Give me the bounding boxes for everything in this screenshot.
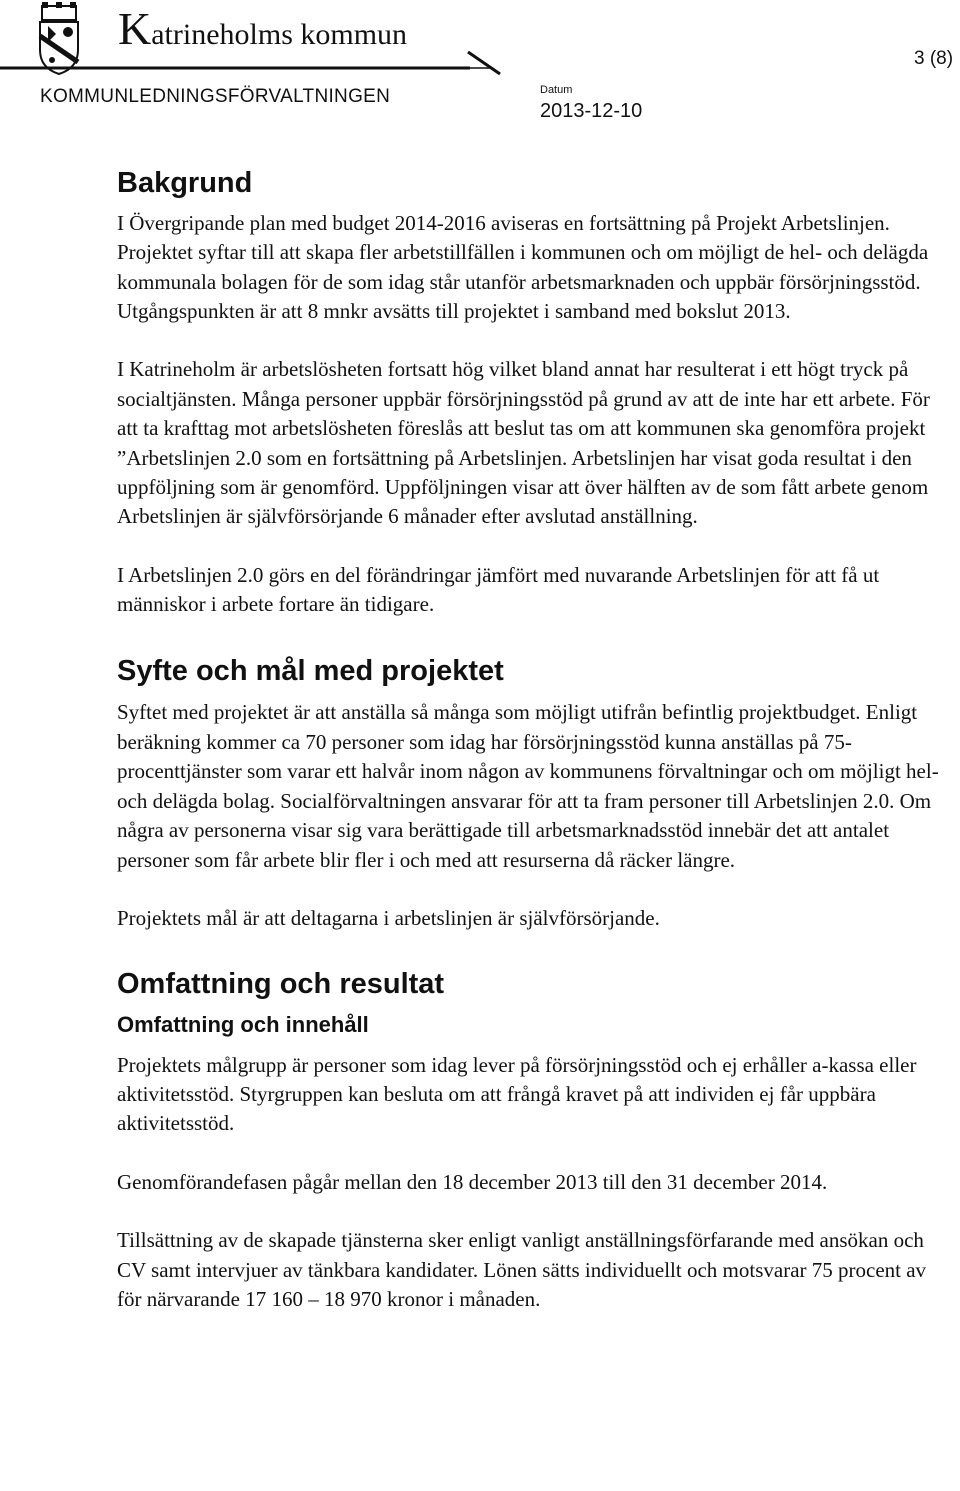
paragraph: Syftet med projektet är att anställa så många som möjligt utifrån befintlig projektbudget. Enligt beräkning kommer ca 70 personer som idag har försörjningsstöd kunna anställas på 75-procenttjänster som varar ett halvår inom någon av kommunens förvaltningar och om möjligt hel- och delägda bolag. Socialförvaltningen ansvarar för att ta fram personer till Arbetslinjen 2.0. Om några av personerna visar sig vara berättigade till arbetsmarknadsstöd innebär det att antalet personer som får arbete blir fler i och med att resurserna då räcker längre. [117,700,939,872]
paragraph: Tillsättning av de skapade tjänsterna sker enligt vanligt anställningsförfarande med ansökan och CV samt intervjuer av tänkbara kandidater. Lönen sätts individuellt och motsvarar 75 procent av för närvarande 17 160 – 18 970 kronor i månaden. [117,1228,927,1311]
document-body [117,160,947,1314]
paragraph: Projektets målgrupp är personer som idag lever på försörjningsstöd och ej erhåller a-kassa eller aktivitetsstöd. Styrgruppen kan besluta om att frångå kravet på att individen ej får uppbära aktivitetsstöd. [117,1052,917,1136]
logo-swoosh-line [0,40,520,80]
paragraph: I Katrineholm är arbetslösheten fortsatt hög vilket bland annat har resulterat i ett högt tryck på socialtjänsten. Många personer uppbär försörjningsstöd på grund av att de inte har ett arbete. För att ta krafttag mot arbetslösheten föreslås att beslut tas om att kommunen ska genomföra projekt ”Arbetslinjen 2.0 som en fortsättning på Arbetslinjen. Arbetslinjen har visat goda resultat i den uppföljning som är genomförd. Uppföljningen visar att över hälften av de som fått arbete genom Arbetslinjen är självförsörjande 6 månader efter avslutad anställning. [117,357,930,529]
date-label: Datum [540,84,573,96]
paragraph: Genomförandefasen pågår mellan den 18 december 2013 till den 31 december 2014. [117,1169,828,1194]
heading-syfte: Syfte och mål med projektet [117,654,504,687]
date-value: 2013-12-10 [540,100,643,122]
page-header [0,0,960,130]
heading-bakgrund: Bakgrund [117,167,253,199]
logo-initial: K [118,3,152,54]
subheading-omfattning-innehall: Omfattning och innehåll [117,1012,369,1038]
organization-name: KOMMUNLEDNINGSFÖRVALTNINGEN [40,86,391,107]
page-number: 3 (8) [914,48,954,69]
paragraph: I Övergripande plan med budget 2014-2016 aviseras en fortsättning på Projekt Arbetslinjen. Projektet syftar till att skapa fler arbetstillfällen i kommunen och om möjligt de hel- och delägda kommunala bolagen för de som idag står utanför arbetsmarknaden och uppbär försörjningsstöd. Utgångspunkten är att 8 mnkr avsätts till projektet i samband med bokslut 2013. [117,210,929,324]
logo-name: atrineholms kommun [151,18,408,51]
paragraph: Projektets mål är att deltagarna i arbetslinjen är självförsörjande. [117,905,660,930]
paragraph: I Arbetslinjen 2.0 görs en del förändringar jämfört med nuvarande Arbetslinjen för att få ut människor i arbete fortare än tidigare. [117,562,880,617]
heading-omfattning: Omfattning och resultat [117,968,445,1001]
